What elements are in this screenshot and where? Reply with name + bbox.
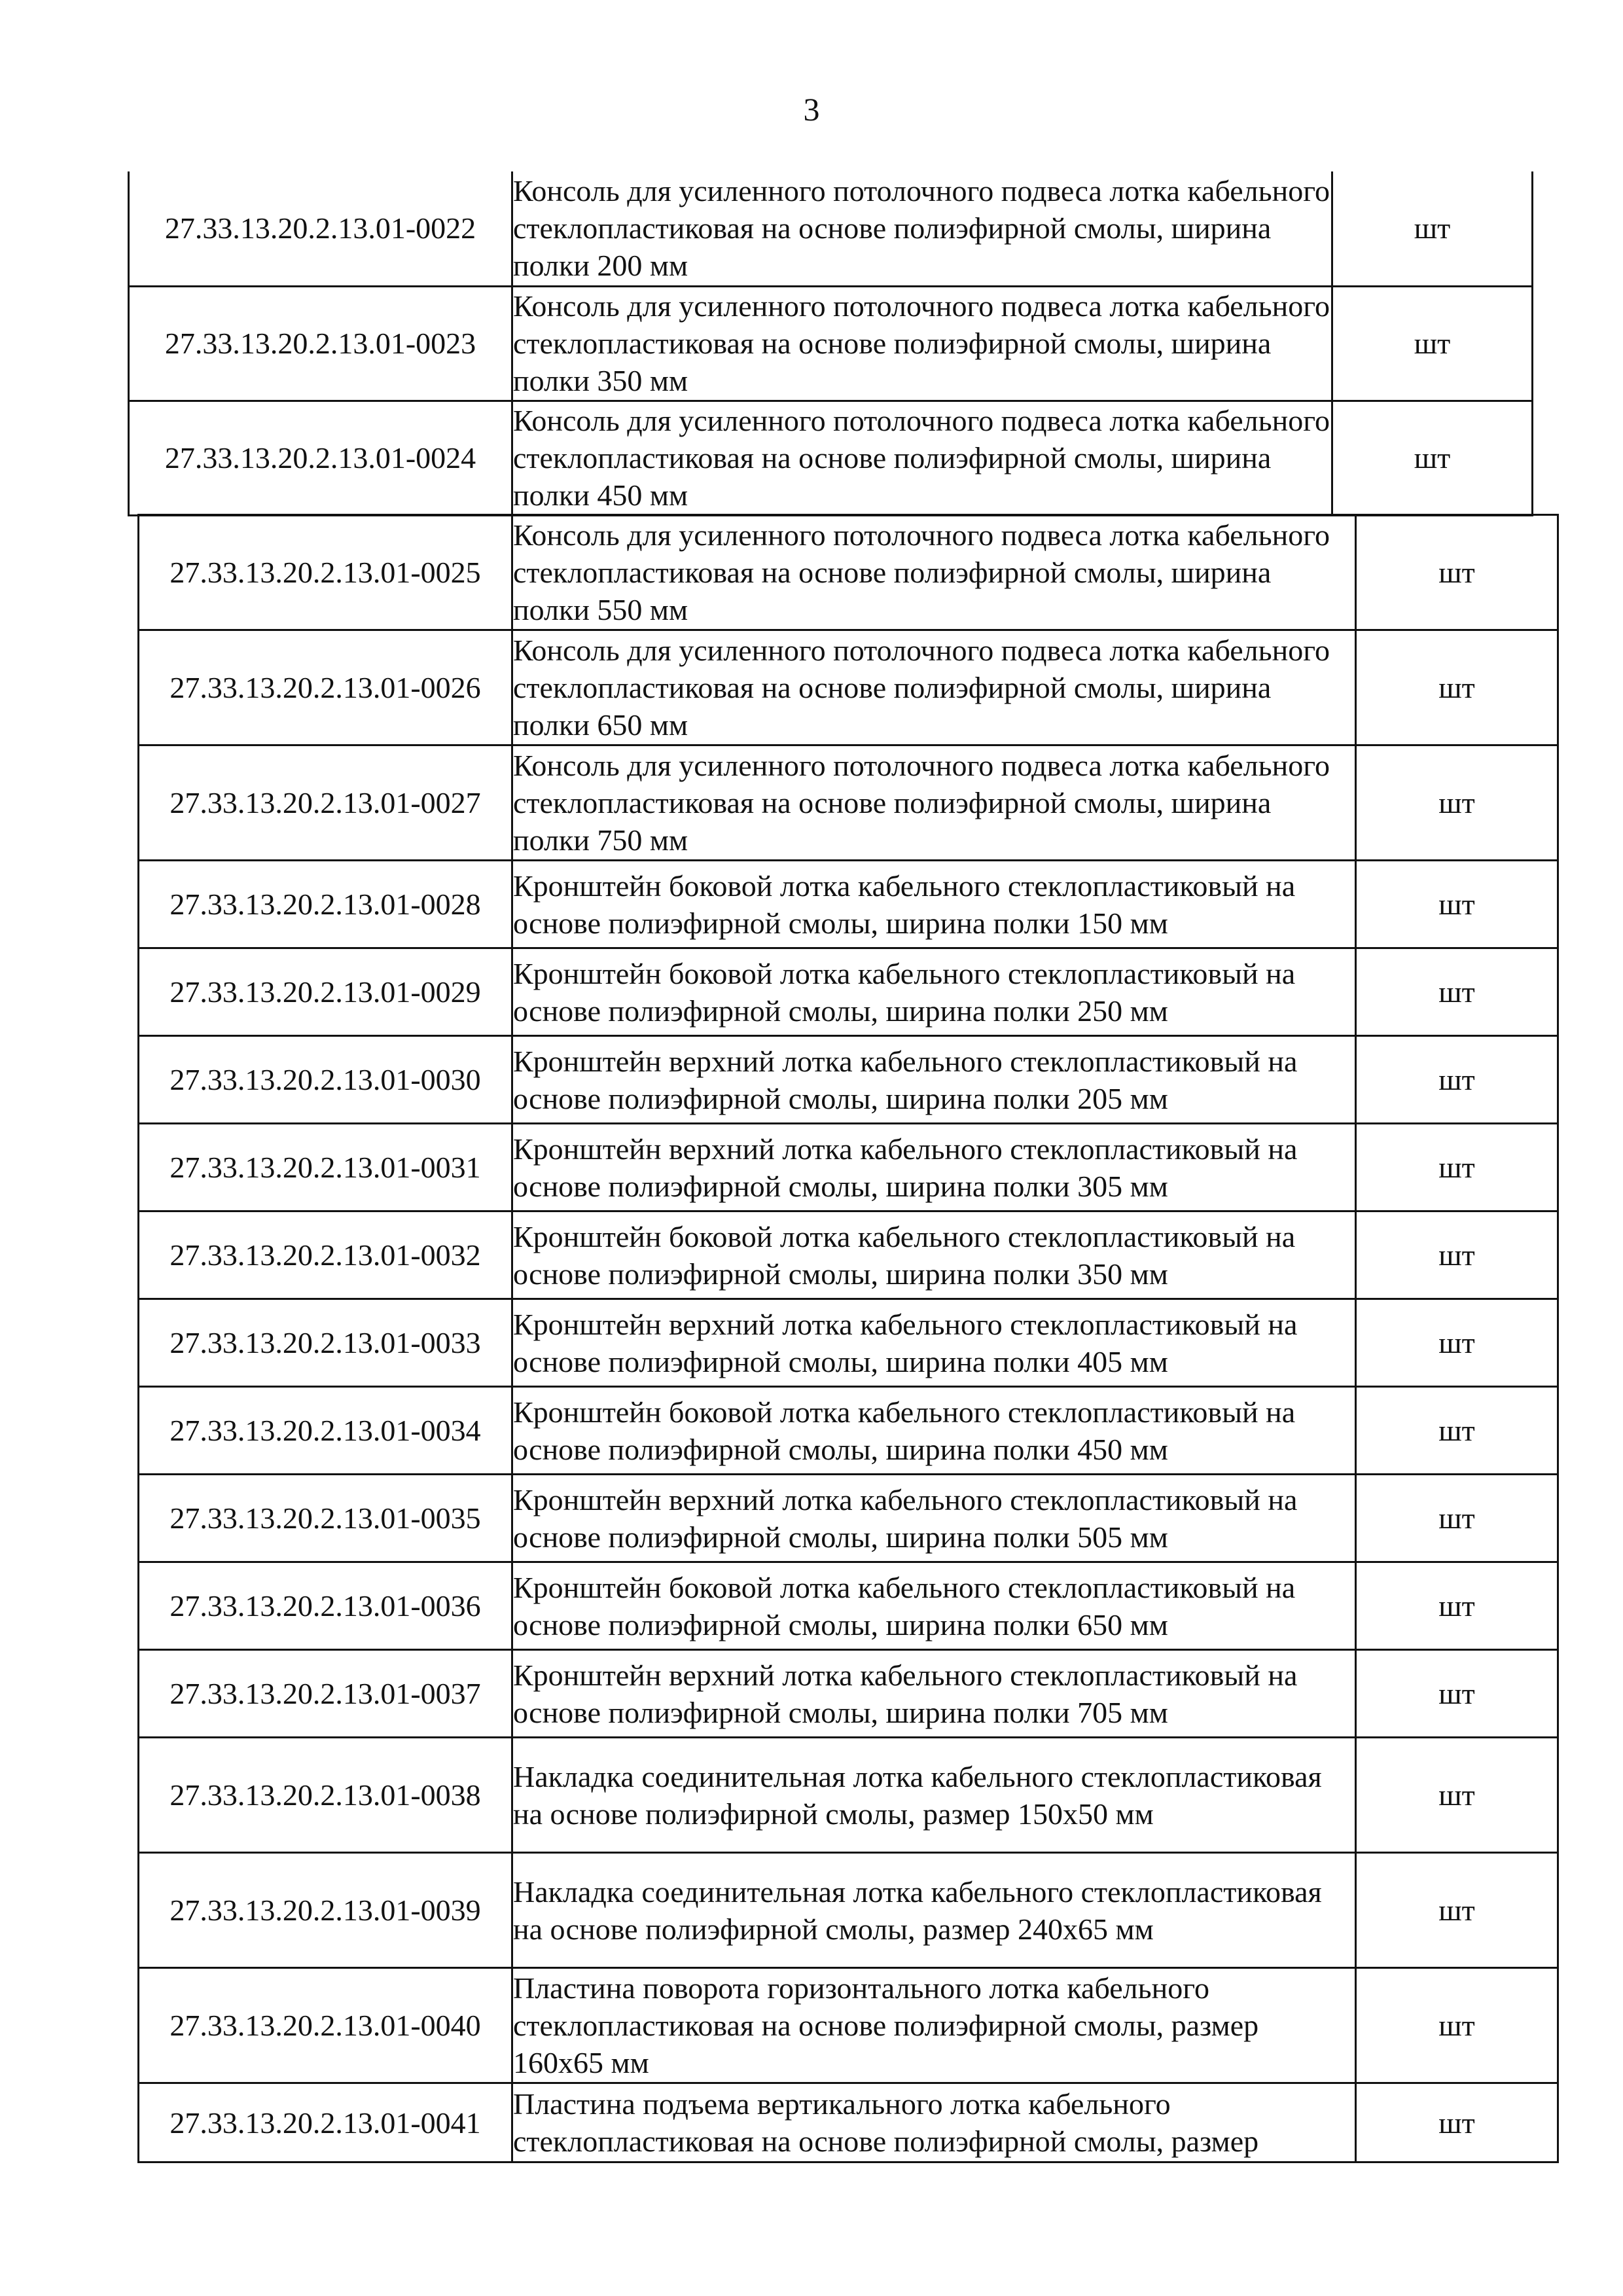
- code-cell: 27.33.13.20.2.13.01-0027: [139, 745, 512, 861]
- unit-cell: шт: [1332, 286, 1533, 401]
- unit-cell: шт: [1332, 171, 1533, 286]
- unit-cell: шт: [1356, 630, 1558, 745]
- description-cell: Консоль для усиленного потолочного подвеса лотка кабельного стеклопластиковая на основе полиэфирной смолы, ширина полки 750 мм: [512, 745, 1356, 861]
- table-row: [139, 1968, 1558, 2083]
- page-number: 3: [803, 91, 820, 128]
- description-cell: Кронштейн верхний лотка кабельного стеклопластиковый на основе полиэфирной смолы, ширина полки 305 мм: [512, 1124, 1356, 1211]
- description-cell: Накладка соединительная лотка кабельного стеклопластиковая на основе полиэфирной смолы, размер 240х65 мм: [512, 1853, 1356, 1968]
- description-cell: Консоль для усиленного потолочного подвеса лотка кабельного стеклопластиковая на основе полиэфирной смолы, ширина полки 450 мм: [512, 401, 1332, 515]
- unit-cell: шт: [1356, 1562, 1558, 1650]
- table-row: [139, 1738, 1558, 1853]
- code-cell: 27.33.13.20.2.13.01-0038: [139, 1738, 512, 1853]
- description-cell: Кронштейн боковой лотка кабельного стеклопластиковый на основе полиэфирной смолы, ширина полки 350 мм: [512, 1211, 1356, 1299]
- description-cell: Пластина поворота горизонтального лотка кабельного стеклопластиковая на основе полиэфирной смолы, размер 160х65 мм: [512, 1968, 1356, 2083]
- table-row: [129, 286, 1533, 401]
- code-cell: 27.33.13.20.2.13.01-0035: [139, 1475, 512, 1562]
- unit-cell: шт: [1356, 1968, 1558, 2083]
- code-cell: 27.33.13.20.2.13.01-0041: [139, 2083, 512, 2162]
- unit-cell: шт: [1356, 1036, 1558, 1124]
- description-cell: Пластина подъема вертикального лотка кабельного стеклопластиковая на основе полиэфирной смолы, размер: [512, 2083, 1356, 2162]
- unit-cell: шт: [1332, 401, 1533, 515]
- table-row: [139, 1475, 1558, 1562]
- description-cell: Кронштейн боковой лотка кабельного стеклопластиковый на основе полиэфирной смолы, ширина полки 250 мм: [512, 948, 1356, 1036]
- table-row: [139, 1387, 1558, 1475]
- description-cell: Кронштейн верхний лотка кабельного стеклопластиковый на основе полиэфирной смолы, ширина полки 705 мм: [512, 1650, 1356, 1738]
- table-row: [139, 515, 1558, 630]
- resource-table-upper: [128, 171, 1533, 516]
- unit-cell: шт: [1356, 1853, 1558, 1968]
- description-cell: Консоль для усиленного потолочного подвеса лотка кабельного стеклопластиковая на основе полиэфирной смолы, ширина полки 200 мм: [512, 171, 1332, 286]
- unit-cell: шт: [1356, 948, 1558, 1036]
- code-cell: 27.33.13.20.2.13.01-0023: [129, 286, 512, 401]
- code-cell: 27.33.13.20.2.13.01-0029: [139, 948, 512, 1036]
- description-cell: Накладка соединительная лотка кабельного стеклопластиковая на основе полиэфирной смолы, размер 150х50 мм: [512, 1738, 1356, 1853]
- code-cell: 27.33.13.20.2.13.01-0030: [139, 1036, 512, 1124]
- unit-cell: шт: [1356, 861, 1558, 948]
- unit-cell: шт: [1356, 2083, 1558, 2162]
- resource-table-lower: [137, 514, 1559, 2163]
- description-cell: Кронштейн боковой лотка кабельного стеклопластиковый на основе полиэфирной смолы, ширина полки 150 мм: [512, 861, 1356, 948]
- code-cell: 27.33.13.20.2.13.01-0040: [139, 1968, 512, 2083]
- code-cell: 27.33.13.20.2.13.01-0024: [129, 401, 512, 515]
- table-row: [129, 401, 1533, 515]
- code-cell: 27.33.13.20.2.13.01-0039: [139, 1853, 512, 1968]
- unit-cell: шт: [1356, 1211, 1558, 1299]
- description-cell: Кронштейн верхний лотка кабельного стеклопластиковый на основе полиэфирной смолы, ширина полки 405 мм: [512, 1299, 1356, 1387]
- table-row: [139, 745, 1558, 861]
- code-cell: 27.33.13.20.2.13.01-0037: [139, 1650, 512, 1738]
- unit-cell: шт: [1356, 1299, 1558, 1387]
- table-row: [139, 1853, 1558, 1968]
- unit-cell: шт: [1356, 1650, 1558, 1738]
- unit-cell: шт: [1356, 745, 1558, 861]
- description-cell: Кронштейн верхний лотка кабельного стеклопластиковый на основе полиэфирной смолы, ширина полки 205 мм: [512, 1036, 1356, 1124]
- table-row: [139, 1124, 1558, 1211]
- code-cell: 27.33.13.20.2.13.01-0026: [139, 630, 512, 745]
- table-row: [129, 171, 1533, 286]
- code-cell: 27.33.13.20.2.13.01-0036: [139, 1562, 512, 1650]
- description-cell: Консоль для усиленного потолочного подвеса лотка кабельного стеклопластиковая на основе полиэфирной смолы, ширина полки 550 мм: [512, 515, 1356, 630]
- unit-cell: шт: [1356, 515, 1558, 630]
- code-cell: 27.33.13.20.2.13.01-0032: [139, 1211, 512, 1299]
- code-cell: 27.33.13.20.2.13.01-0033: [139, 1299, 512, 1387]
- description-cell: Консоль для усиленного потолочного подвеса лотка кабельного стеклопластиковая на основе полиэфирной смолы, ширина полки 350 мм: [512, 286, 1332, 401]
- description-cell: Кронштейн боковой лотка кабельного стеклопластиковый на основе полиэфирной смолы, ширина полки 450 мм: [512, 1387, 1356, 1475]
- description-cell: Кронштейн верхний лотка кабельного стеклопластиковый на основе полиэфирной смолы, ширина полки 505 мм: [512, 1475, 1356, 1562]
- table-row: [139, 1562, 1558, 1650]
- code-cell: 27.33.13.20.2.13.01-0022: [129, 171, 512, 286]
- table-row: [139, 861, 1558, 948]
- table-row: [139, 1299, 1558, 1387]
- table-row: [139, 1211, 1558, 1299]
- table-row: [139, 630, 1558, 745]
- description-cell: Консоль для усиленного потолочного подвеса лотка кабельного стеклопластиковая на основе полиэфирной смолы, ширина полки 650 мм: [512, 630, 1356, 745]
- unit-cell: шт: [1356, 1475, 1558, 1562]
- code-cell: 27.33.13.20.2.13.01-0031: [139, 1124, 512, 1211]
- unit-cell: шт: [1356, 1387, 1558, 1475]
- unit-cell: шт: [1356, 1124, 1558, 1211]
- code-cell: 27.33.13.20.2.13.01-0034: [139, 1387, 512, 1475]
- table-row: [139, 2083, 1558, 2162]
- table-row: [139, 948, 1558, 1036]
- unit-cell: шт: [1356, 1738, 1558, 1853]
- table-row: [139, 1036, 1558, 1124]
- description-cell: Кронштейн боковой лотка кабельного стеклопластиковый на основе полиэфирной смолы, ширина полки 650 мм: [512, 1562, 1356, 1650]
- code-cell: 27.33.13.20.2.13.01-0028: [139, 861, 512, 948]
- table-row: [139, 1650, 1558, 1738]
- code-cell: 27.33.13.20.2.13.01-0025: [139, 515, 512, 630]
